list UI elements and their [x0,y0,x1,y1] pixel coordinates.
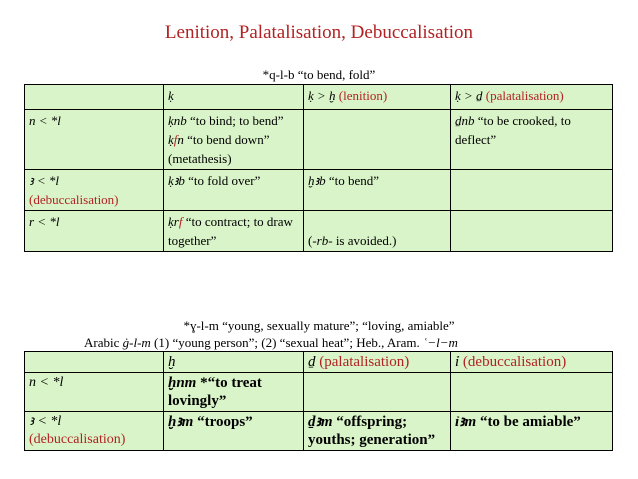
header-d-symbol: ḏ [308,354,316,370]
gloss-hnm: *“to treat lovingly” [168,375,262,409]
cell-k-forms [164,110,304,170]
gloss-h3b: “to bend” [325,173,380,188]
page-title: Lenition, Palatalisation, Debuccalisation [164,22,474,43]
word-knb: ḳnb [168,113,187,128]
cell-lenition [304,170,451,211]
row-label [25,170,164,211]
header-lenition-symbol: ḳ > ḫ [308,88,336,103]
word-i3m: ỉꜣm [455,414,477,430]
section2-caption: *ɣ-l-m “young, sexually mature”; “loving, amiable” [183,318,455,333]
header-palatalisation-tag: (palatalisation) [485,88,564,103]
word-kfn-n: n [177,132,184,147]
subcaption-heb-root: ʿ−l−m [422,335,458,350]
gloss-dnb: “to be crooked, to deflect” [455,113,571,147]
table-header-row [25,352,613,373]
header-lenition-tag: (lenition) [338,88,388,103]
header-cell-palatalisation [451,85,613,110]
cell-palatalisation [451,110,613,170]
header-cell-empty [25,85,164,110]
cell-debuccalisation [451,373,613,412]
cell-lenition [304,110,451,170]
cell-debuccalisation [451,412,613,451]
subcaption-glosses: (1) “young person”; (2) “sexual heat”; Heb., Aram. [150,335,423,350]
table-row [25,373,613,412]
note-rb-word: rb [316,233,329,248]
header-cell-palatalisation [304,352,451,373]
table-row [25,110,613,170]
word-dnb: ḏnb [455,113,475,128]
cell-k-forms [164,211,304,252]
cell-k-forms [164,170,304,211]
gloss-knb: “to bind; to bend” [186,113,284,128]
word-d3m: ḏꜣm [308,414,333,430]
subcaption-arabic: Arabic [84,335,123,350]
gloss-k3b: “to fold over” [184,173,261,188]
table-ghlm [24,351,613,451]
row-label-text: n < *l [29,113,61,128]
word-hnm: ḫnm [168,375,197,391]
row-label [25,110,164,170]
gloss-d3m: “offspring; youths; generation” [308,414,436,448]
subcaption-arabic-root: ġ-l-m [122,335,151,350]
word-k3b: ḳꜣb [168,173,185,188]
word-h3m: ḫꜣm [168,414,194,430]
header-cell-lenition [304,85,451,110]
row-label [25,373,164,412]
table-header-row [25,85,613,110]
gloss-krf: “to contract; to draw together” [168,214,293,248]
cell-h-forms [164,373,304,412]
word-kfn-k: ḳ [168,132,174,147]
word-krf-f: f [178,214,183,229]
note-rb-pre: (- [308,233,317,248]
section1-caption: *q-l-b “to bend, fold” [262,67,376,82]
table-row [25,412,613,451]
cell-palatalisation [304,412,451,451]
header-k-symbol: ḳ [168,88,174,103]
table-qlb [24,84,613,252]
row-label-note: (debuccalisation) [29,432,126,447]
gloss-i3m: “to be amiable” [476,414,581,430]
header-h-symbol: ḫ [168,354,176,370]
row-label [25,412,164,451]
word-h3b: ḫꜣb [308,173,326,188]
row-label-text: ꜣ < *l [29,173,60,188]
row-label-text: ꜣ < *l [29,414,62,429]
cell-palatalisation [451,170,613,211]
header-i-symbol: ỉ [455,354,460,370]
word-krf-kr: ḳr [168,214,179,229]
header-palatalisation-tag: (palatalisation) [319,354,410,370]
row-label-note: (debuccalisation) [29,192,119,207]
header-cell-h [164,352,304,373]
header-debuccalisation-tag: (debuccalisation) [462,354,567,370]
cell-lenition [304,211,451,252]
cell-palatalisation [451,211,613,252]
table-row [25,170,613,211]
header-cell-empty [25,352,164,373]
section2-subcaption [84,335,458,351]
cell-palatalisation [304,373,451,412]
header-cell-k [164,85,304,110]
row-label [25,211,164,252]
header-cell-debuccalisation [451,352,613,373]
row-label-text: n < *l [29,375,64,390]
header-palatalisation-symbol: ḳ > ḏ [455,88,483,103]
gloss-kfn: “to bend down” (metathesis) [168,132,270,166]
table-row [25,211,613,252]
row-label-text: r < *l [29,214,60,229]
note-rb-post: - is avoided.) [328,233,397,248]
word-kfn-f: f [173,132,178,147]
cell-h-forms [164,412,304,451]
gloss-h3m: “troops” [193,414,253,430]
